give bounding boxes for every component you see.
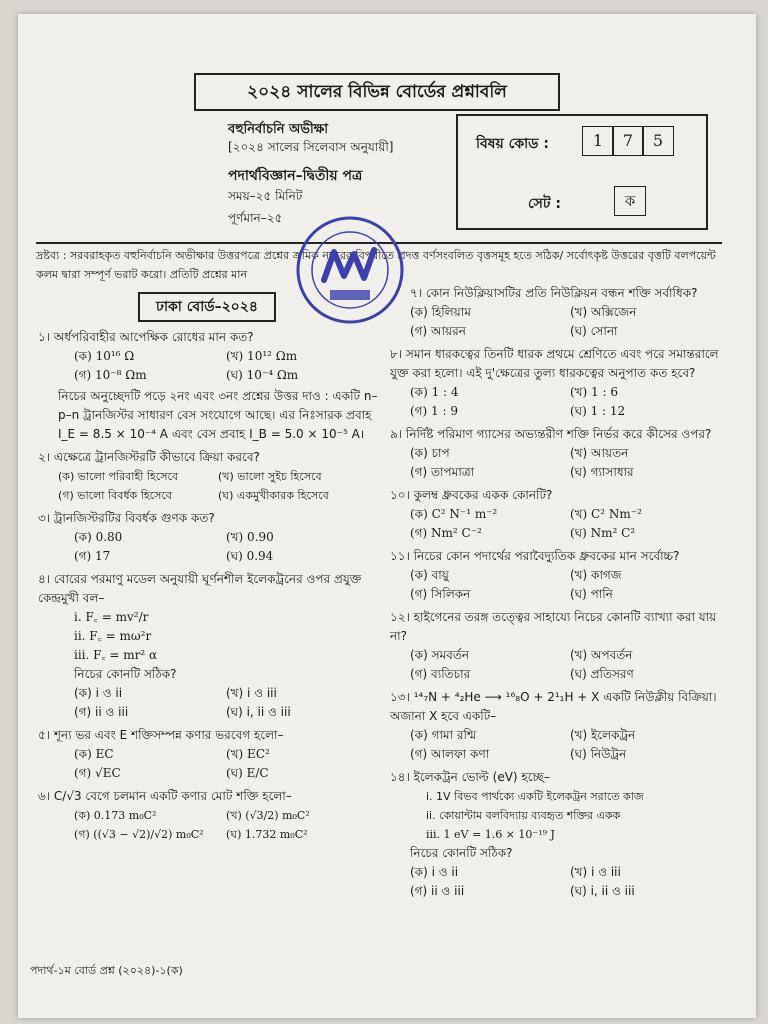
option: (ক) গামা রশ্মি xyxy=(410,728,477,742)
question-10 xyxy=(390,486,730,543)
option: (ঘ) 0.94 xyxy=(226,549,274,563)
option: (খ) C² Nm⁻² xyxy=(570,507,642,521)
exam-type: বহুনির্বাচনি অভীক্ষা xyxy=(228,122,329,137)
question-1 xyxy=(38,328,378,385)
question-text: ১। অর্ধপরিবাহীর আপেক্ষিক রোধের মান কত? xyxy=(38,330,254,344)
right-column xyxy=(390,284,730,901)
option: (গ) 1 : 9 xyxy=(410,404,458,418)
option: (ঘ) গ্যাসাধার xyxy=(570,465,634,479)
question-14 xyxy=(390,768,730,901)
options xyxy=(390,505,730,543)
code-digit: 5 xyxy=(642,126,674,156)
question-text: ৬। C/√3 বেগে চলমান একটি কণার মোট শক্তি হলো– xyxy=(38,789,292,803)
question-12 xyxy=(390,608,730,684)
option: (ক) i ও ii xyxy=(74,686,123,700)
option: (ক) i ও ii xyxy=(410,865,459,879)
set-label: সেট : xyxy=(528,196,562,212)
statement: ii. F꜀ = mω²r xyxy=(74,629,152,643)
page-title: ২০২৪ সালের বিভিন্ন বোর্ডের প্রশ্নাবলি xyxy=(194,73,560,111)
question-text: ১২। হাইগেনের তরঙ্গ তত্ত্বের সাহায্যে নিচের কোনটি ব্যাখ্যা করা যায় না? xyxy=(390,610,717,643)
question-4 xyxy=(38,570,378,722)
option: (ক) EC xyxy=(74,747,114,761)
option: (ঘ) 10⁻⁴ Ωm xyxy=(226,368,299,382)
question-text: ৮। সমান ধারকত্বের তিনটি ধারক প্রথমে শ্রেণিতে এবং পরে সমান্তরালে যুক্ত করা হলো। এই দু'ক্ষেত্রের তুল্য ধারকত্বের অনুপাত কত হবে? xyxy=(390,347,719,380)
subject-code-label: বিষয় কোড : xyxy=(476,136,549,152)
exam-time: সময়–২৫ মিনিট xyxy=(228,189,303,203)
option: (ঘ) E/C xyxy=(226,766,269,780)
statement: i. F꜀ = mv²/r xyxy=(74,610,149,624)
statement: ii. কোয়ান্টাম বলবিদ্যায় ব্যবহৃত শক্তির একক xyxy=(426,809,621,822)
statement: iii. 1 eV = 1.6 × 10⁻¹⁹ J xyxy=(426,828,555,841)
option: (খ) অপবর্তন xyxy=(570,648,633,662)
option: (গ) Nm² C⁻² xyxy=(410,526,482,540)
options xyxy=(390,646,730,684)
option: (ঘ) 1 : 12 xyxy=(570,404,626,418)
left-column xyxy=(38,328,378,844)
option: (ক) C² N⁻¹ m⁻² xyxy=(410,507,498,521)
options xyxy=(38,806,378,844)
subject-code-box xyxy=(456,114,708,230)
option: (গ) আয়রন xyxy=(410,324,466,338)
set-value: ক xyxy=(614,186,646,216)
option: (ঘ) i, ii ও iii xyxy=(570,884,635,898)
option: (ঘ) প্রতিসরণ xyxy=(570,667,634,681)
options xyxy=(390,726,730,764)
option: (খ) i ও iii xyxy=(226,686,277,700)
statement-list xyxy=(390,787,730,844)
option: (ক) হিলিয়াম xyxy=(410,305,471,319)
question-text: ২। এক্ষেত্রে ট্রানজিস্টরটি কীভাবে ক্রিয়া করবে? xyxy=(38,450,260,464)
question-2 xyxy=(38,448,378,505)
option: (গ) ii ও iii xyxy=(410,884,465,898)
options xyxy=(390,444,730,482)
instruction-note: দ্রষ্টব্য : সরবরাহকৃত বহুনির্বাচনি অভীক্ষার উত্তরপত্রে প্রশ্নের ক্রমিক নম্বরের বিপরীতে প্রদত্ত বর্ণসংবলিত বৃত্তসমূহ হতে সঠিক/ সর্বোৎকৃষ্ট উত্তরের বৃত্তটি বলপয়েন্ট কলম দ্বারা সম্পূর্ণ ভরাট করো। প্রতিটি প্রশ্নের মান xyxy=(36,249,716,281)
option: (ক) সমবর্তন xyxy=(410,648,470,662)
option: (খ) আয়তন xyxy=(570,446,629,460)
options xyxy=(38,745,378,783)
board-heading: ঢাকা বোর্ড–২০২৪ xyxy=(138,292,276,322)
statement: iii. F꜀ = mr² α xyxy=(74,648,158,662)
question-6 xyxy=(38,787,378,844)
question-text: ১৩। ¹⁴₇N + ⁴₂He ⟶ ¹⁶₈O + 2¹₁H + X একটি নিউক্লীয় বিক্রিয়া। অজানা X হবে একটি– xyxy=(390,690,717,723)
option: (ঘ) একমুখীকারক হিসেবে xyxy=(218,489,329,502)
option: (খ) অক্সিজেন xyxy=(570,305,637,319)
question-5 xyxy=(38,726,378,783)
option: (গ) ((√3 − √2)/√2) m₀C² xyxy=(74,828,204,841)
option: (ক) চাপ xyxy=(410,446,450,460)
options xyxy=(38,347,378,385)
question-13 xyxy=(390,688,730,764)
option: (ক) 10¹⁶ Ω xyxy=(74,349,135,363)
option: (গ) ব্যতিচার xyxy=(410,667,471,681)
code-digit: 1 xyxy=(582,126,614,156)
option: (ক) 1 : 4 xyxy=(410,385,459,399)
passage: নিচের অনুচ্ছেদটি পড়ে ২নং এবং ৩নং প্রশ্নের উত্তর দাও : একটি n–p–n ট্রানজিস্টর সাধারণ বেস সংযোগে আছে। এর নিঃসারক প্রবাহ I_E = 8.5 × 10⁻⁴ A এবং বেস প্রবাহ I_B = 5.0 × 10⁻⁵ A। xyxy=(58,389,378,441)
options xyxy=(38,684,378,722)
option: (ঘ) Nm² C² xyxy=(570,526,636,540)
question-prompt: নিচের কোনটি সঠিক? xyxy=(74,667,177,681)
question-11 xyxy=(390,547,730,604)
question-7 xyxy=(390,284,730,341)
option: (গ) 10⁻⁸ Ωm xyxy=(74,368,147,382)
question-text: ১০। কুলম্ব ধ্রুবকের একক কোনটি? xyxy=(390,488,553,502)
option: (ক) ভালো পরিবাহী হিসেবে xyxy=(58,470,179,483)
option: (গ) √EC xyxy=(74,766,121,780)
option: (গ) সিলিকন xyxy=(410,587,471,601)
option: (খ) ইলেকট্রন xyxy=(570,728,636,742)
statement-list xyxy=(38,608,378,665)
options xyxy=(390,863,730,901)
option: (গ) 17 xyxy=(74,549,111,563)
option: (গ) ভালো বিবর্ধক হিসেবে xyxy=(58,489,172,502)
question-text: ৭। কোন নিউক্লিয়াসটির প্রতি নিউক্লিয়ন বন্ধন শক্তি সর্বাধিক? xyxy=(410,286,698,300)
question-text: ৫। শূন্য ভর এবং E শক্তিসম্পন্ন কণার ভরবেগ হলো– xyxy=(38,728,284,742)
options xyxy=(38,467,378,505)
option: (খ) কাগজ xyxy=(570,568,622,582)
question-text: ১৪। ইলেকট্রন ভোল্ট (eV) হচ্ছে– xyxy=(390,770,550,784)
option: (গ) তাপমাত্রা xyxy=(410,465,475,479)
option: (খ) 0.90 xyxy=(226,530,274,544)
options xyxy=(38,528,378,566)
statement: i. 1V বিভব পার্থক্যে একটি ইলেকট্রন সরাতে কাজ xyxy=(426,790,644,803)
option: (খ) 10¹² Ωm xyxy=(226,349,298,363)
code-digit: 7 xyxy=(612,126,644,156)
option: (খ) (√3/2) m₀C² xyxy=(226,809,310,822)
subject-name: পদার্থবিজ্ঞান–দ্বিতীয় পত্র xyxy=(228,168,363,184)
option: (ঘ) সোনা xyxy=(570,324,618,338)
option: (ক) 0.80 xyxy=(74,530,123,544)
option: (ঘ) i, ii ও iii xyxy=(226,705,291,719)
question-3 xyxy=(38,509,378,566)
page-footer: পদার্থ-১ম বোর্ড প্রশ্ন (২০২৪)-১(ক) xyxy=(30,964,183,977)
question-text: ৩। ট্রানজিস্টরটির বিবর্ধক গুণক কত? xyxy=(38,511,215,525)
option: (ঘ) পানি xyxy=(570,587,613,601)
option: (ক) 0.173 m₀C² xyxy=(74,809,157,822)
option: (খ) i ও iii xyxy=(570,865,621,879)
question-9 xyxy=(390,425,730,482)
options xyxy=(390,303,730,341)
option: (গ) ii ও iii xyxy=(74,705,129,719)
syllabus-note: [২০২৪ সালের সিলেবাস অনুযায়ী] xyxy=(228,140,394,154)
option: (খ) ভালো সুইচ হিসেবে xyxy=(218,470,322,483)
option: (খ) 1 : 6 xyxy=(570,385,618,399)
exam-page xyxy=(18,14,756,1018)
question-prompt: নিচের কোনটি সঠিক? xyxy=(410,846,513,860)
question-text: ৯। নির্দিষ্ট পরিমাণ গ্যাসের অভ্যন্তরীণ শক্তি নির্ভর করে কীসের ওপর? xyxy=(390,427,712,441)
options xyxy=(390,566,730,604)
full-marks: পূর্ণমান–২৫ xyxy=(228,211,283,225)
option: (ঘ) নিউট্রন xyxy=(570,747,627,761)
option: (খ) EC² xyxy=(226,747,270,761)
question-text: ৪। বোরের পরমাণু মডেল অনুযায়ী ঘূর্ণনশীল ইলেকট্রনের ওপর প্রযুক্ত কেন্দ্রমুখী বল– xyxy=(38,572,362,605)
option: (ক) বায়ু xyxy=(410,568,449,582)
option: (ঘ) 1.732 m₀C² xyxy=(226,828,308,841)
options xyxy=(390,383,730,421)
question-text: ১১। নিচের কোন পদার্থের পরাবৈদ্যুতিক ধ্রুবকের মান সর্বোচ্চ? xyxy=(390,549,680,563)
option: (গ) আলফা কণা xyxy=(410,747,490,761)
question-8 xyxy=(390,345,730,421)
